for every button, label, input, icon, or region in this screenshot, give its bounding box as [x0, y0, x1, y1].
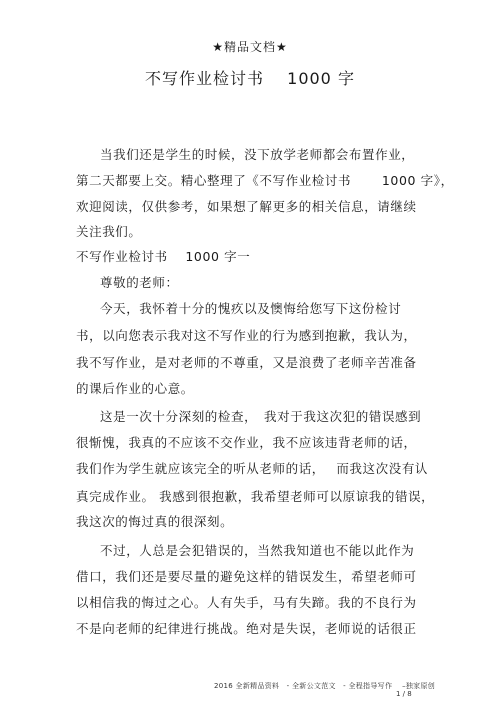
- body-line: 我不写作业，是对老师的不尊重，又是浪费了老师辛苦准备: [76, 355, 417, 370]
- body-line: 以相信我的悔过之心。人有失手，马有失蹄。我的不良行为: [76, 595, 417, 610]
- body-line: 欢迎阅读，仅供参考，如果想了解更多的相关信息，请继续: [76, 199, 417, 214]
- body-line: 真完成作业。 我感到很抱歉，我希望老师可以原谅我的错误，: [76, 489, 435, 504]
- body-line: 不过，人总是会犯错误的，当然我知道也不能以此作为: [100, 543, 415, 558]
- body-line: 当我们还是学生的时候，没下放学老师都会布置作业，: [100, 147, 415, 162]
- document-title: 不写作业检讨书 1000 字: [145, 69, 355, 88]
- body-line: 我这次的悔过真的很深刻。: [76, 514, 234, 529]
- body-line: 关注我们。: [76, 224, 142, 239]
- salutation: 尊敬的老师：: [100, 275, 179, 290]
- header-badge: ★精品文档★: [212, 40, 288, 54]
- footer-text: 2016 全新精品资料 - 全新公文范文 - 全程指导写作 –独家原创: [214, 682, 436, 690]
- body-line: 今天，我怀着十分的愧疚以及懊悔给您写下这份检讨: [100, 301, 402, 316]
- body-line: 借口，我们还是要尽量的避免这样的错误发生，希望老师可: [76, 569, 417, 584]
- section-heading: 不写作业检讨书 1000 字一: [76, 249, 251, 264]
- body-line: 很惭愧，我真的不应该不交作业，我不应该违背老师的话，: [76, 435, 417, 450]
- body-line: 书，以向您表示我对这不写作业的行为感到抱歉，我认为，: [76, 328, 417, 343]
- body-line: 第二天都要上交。精心整理了《不写作业检讨书 1000 字》，: [76, 173, 454, 188]
- body-line: 这是一次十分深刻的检查， 我对于我这次犯的错误感到: [100, 409, 422, 424]
- body-line: 我们作为学生就应该完全的听从老师的话， 而我这次没有认: [76, 461, 429, 476]
- page-number: 1 / 8: [396, 690, 412, 698]
- body-line: 的课后作业的心意。: [76, 381, 194, 396]
- body-line: 不是向老师的纪律进行挑战。绝对是失误，老师说的话很正: [76, 621, 417, 636]
